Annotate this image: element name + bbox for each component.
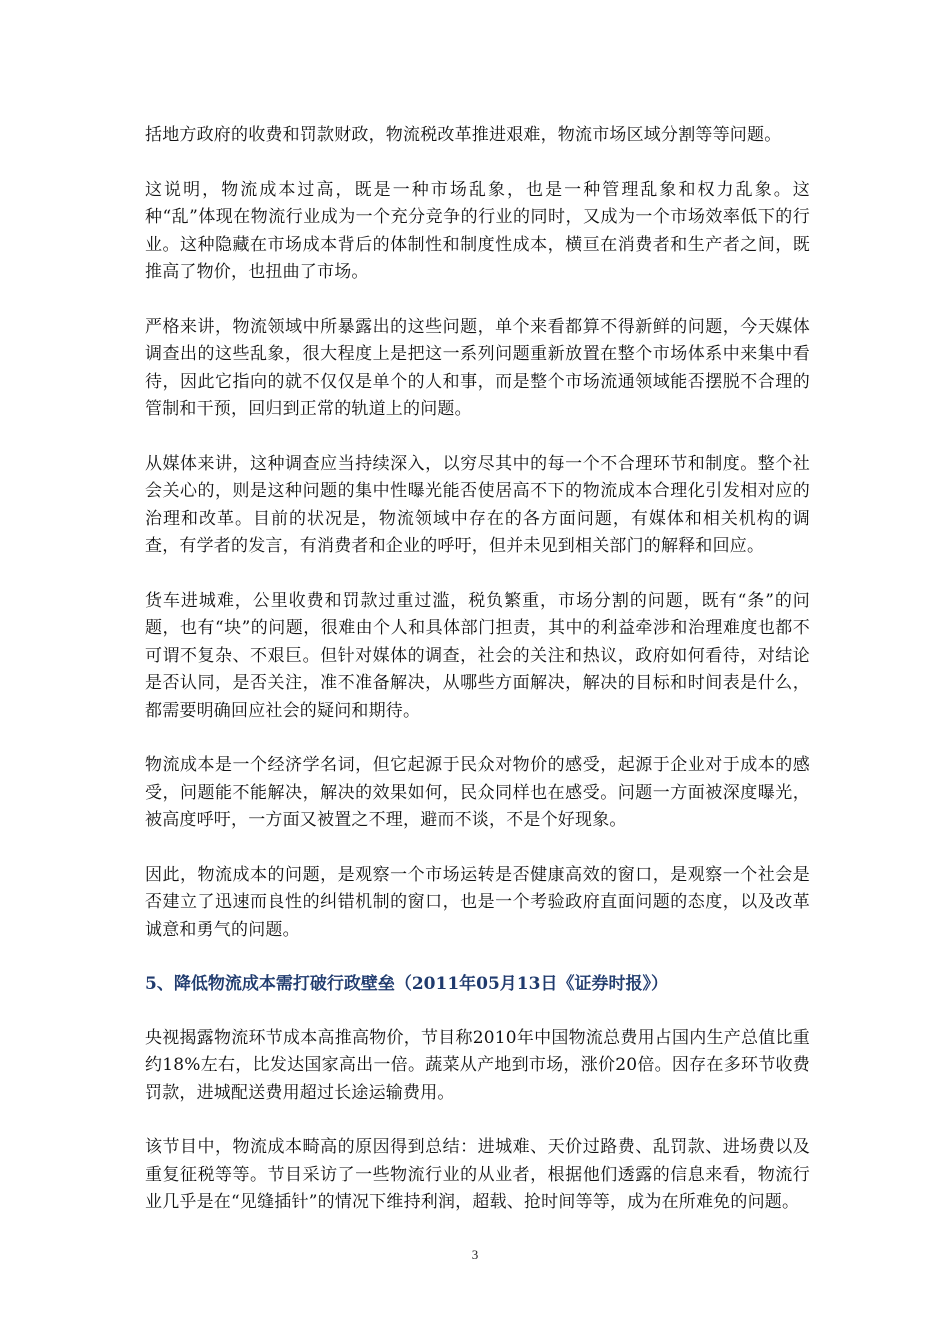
paragraph: 从媒体来讲，这种调查应当持续深入，以穷尽其中的每一个不合理环节和制度。整个社会关心的，则是这种问题的集中性曝光能否使居高不下的物流成本合理化引发相对应的治理和改革。目前的状况是，物流领域中存在的各方面问题，有媒体和相关机构的调查，有学者的发言，有消费者和企业的呼吁，但并未见到相关部门的解释和回应。 <box>145 453 810 556</box>
paragraph: 物流成本是一个经济学名词，但它起源于民众对物价的感受，起源于企业对于成本的感受，问题能不能解决，解决的效果如何，民众同样也在感受。问题一方面被深度曝光，被高度呼吁，一方面又被置之不理，避而不谈，不是个好现象。 <box>145 755 810 830</box>
section-heading: 5、降低物流成本需打破行政壁垒（2011年05月13日《证券时报》） <box>145 974 668 994</box>
paragraph: 因此，物流成本的问题，是观察一个市场运转是否健康高效的窗口，是观察一个社会是否建立了迅速而良性的纠错机制的窗口，也是一个考验政府直面问题的态度，以及改革诚意和勇气的问题。 <box>145 864 810 940</box>
paragraph: 严格来讲，物流领域中所暴露出的这些问题，单个来看都算不得新鲜的问题，今天媒体调查出的这些乱象，很大程度上是把这一系列问题重新放置在整个市场体系中来集中看待，因此它指向的就不仅仅是单个的人和事，而是整个市场流通领域能否摆脱不合理的管制和干预，回归到正常的轨道上的问题。 <box>145 316 810 419</box>
document-body <box>145 122 810 1244</box>
page-number: 3 <box>471 1247 479 1262</box>
paragraph: 该节目中，物流成本畸高的原因得到总结：进城难、天价过路费、乱罚款、进场费以及重复征税等等。节目采访了一些物流行业的从业者，根据他们透露的信息来看，物流行业几乎是在“见缝插针”的情况下维持利润，超载、抢时间等等，成为在所难免的问题。 <box>145 1137 810 1212</box>
paragraph: 括地方政府的收费和罚款财政，物流税改革推进艰难，物流市场区域分割等等问题。 <box>145 125 782 145</box>
paragraph: 这说明，物流成本过高，既是一种市场乱象，也是一种管理乱象和权力乱象。这种“乱”体现在物流行业成为一个充分竞争的行业的同时，又成为一个市场效率低下的行业。这种隐藏在市场成本背后的体制性和制度性成本，横亘在消费者和生产者之间，既推高了物价，也扭曲了市场。 <box>145 179 810 282</box>
paragraph: 货车进城难，公里收费和罚款过重过滥，税负繁重，市场分割的问题，既有“条”的问题，也有“块”的问题，很难由个人和具体部门担责，其中的利益牵涉和治理难度也都不可谓不复杂、不艰巨。但针对媒体的调查，社会的关注和热议，政府如何看待，对结论是否认同，是否关注，准不准备解决，从哪些方面解决，解决的目标和时间表是什么，都需要明确回应社会的疑问和期待。 <box>145 590 810 721</box>
paragraph: 央视揭露物流环节成本高推高物价，节目称2010年中国物流总费用占国内生产总值比重约18%左右，比发达国家高出一倍。蔬菜从产地到市场，涨价20倍。因存在多环节收费罚款，进城配送费用超过长途运输费用。 <box>145 1027 810 1103</box>
